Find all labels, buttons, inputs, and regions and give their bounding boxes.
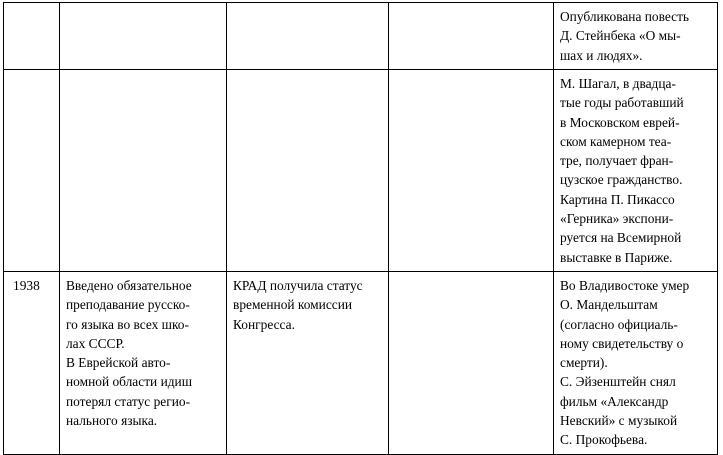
cell-russia	[60, 3, 227, 70]
text-line: в Московском еврей-	[560, 114, 680, 130]
cell-usa	[227, 70, 389, 272]
text-line: С. Эйзенштейн снял	[560, 374, 676, 390]
cell-russia	[60, 271, 227, 454]
text-line: потерял статус регио-	[66, 393, 191, 409]
text-line: О. Мандельштам	[560, 297, 658, 313]
text-line: Опубликована повесть	[560, 9, 690, 24]
chronology-table	[3, 2, 718, 455]
cell-year	[4, 70, 60, 272]
text-line: руется на Всемирной	[560, 230, 682, 246]
text-line: В Еврейской авто-	[66, 355, 171, 371]
table-body	[4, 3, 718, 455]
cell-year	[4, 3, 60, 70]
text-line: преподавание русско-	[66, 297, 190, 313]
text-line: С. Прокофьева.	[560, 432, 648, 448]
cell-text	[560, 276, 712, 450]
table-row	[4, 70, 718, 272]
text-line: Д. Стейнбека «О мы-	[560, 28, 681, 44]
cell-year: 1938	[4, 271, 60, 454]
cell-text	[560, 7, 712, 65]
text-line: (согласно официаль-	[560, 316, 678, 332]
cell-text	[66, 276, 221, 430]
cell-text	[233, 276, 383, 334]
table-row	[4, 271, 718, 454]
cell-usa	[227, 271, 389, 454]
cell-text	[560, 74, 712, 267]
text-line: ному свидетельству о	[560, 335, 684, 351]
text-line: тые годы работавший	[560, 95, 684, 111]
text-line: Невский» с музыкой	[560, 413, 678, 429]
text-line: М. Шагал, в двадца-	[560, 76, 676, 91]
text-line: фильм «Александр	[560, 393, 669, 409]
cell-culture	[554, 271, 718, 454]
text-line: нального языка.	[66, 413, 158, 429]
text-line: КРАД получила статус	[233, 277, 363, 293]
cell-other	[389, 70, 554, 272]
text-line: Введено обязательное	[66, 277, 192, 293]
text-line: выставке в Париже.	[560, 249, 673, 265]
text-line: цузское гражданство.	[560, 172, 683, 188]
text-line: Конгресса.	[233, 316, 295, 332]
text-line: временной комиссии	[233, 297, 353, 313]
text-line: «Герника» экспони-	[560, 211, 674, 227]
text-line: го языка во всех шко-	[66, 316, 189, 332]
table-row	[4, 3, 718, 70]
text-line: ском камерном теа-	[560, 133, 672, 149]
text-line: Во Владивостоке умер	[560, 277, 690, 293]
cell-usa	[227, 3, 389, 70]
text-line: Картина П. Пикассо	[560, 191, 675, 207]
cell-culture	[554, 3, 718, 70]
cell-russia	[60, 70, 227, 272]
cell-other	[389, 3, 554, 70]
text-line: шах и людях».	[560, 47, 643, 63]
text-line: тре, получает фран-	[560, 153, 674, 169]
cell-other	[389, 271, 554, 454]
text-line: смерти).	[560, 355, 608, 371]
text-line: лах СССР.	[66, 335, 125, 351]
cell-culture	[554, 70, 718, 272]
text-line: номной области идиш	[66, 374, 193, 390]
